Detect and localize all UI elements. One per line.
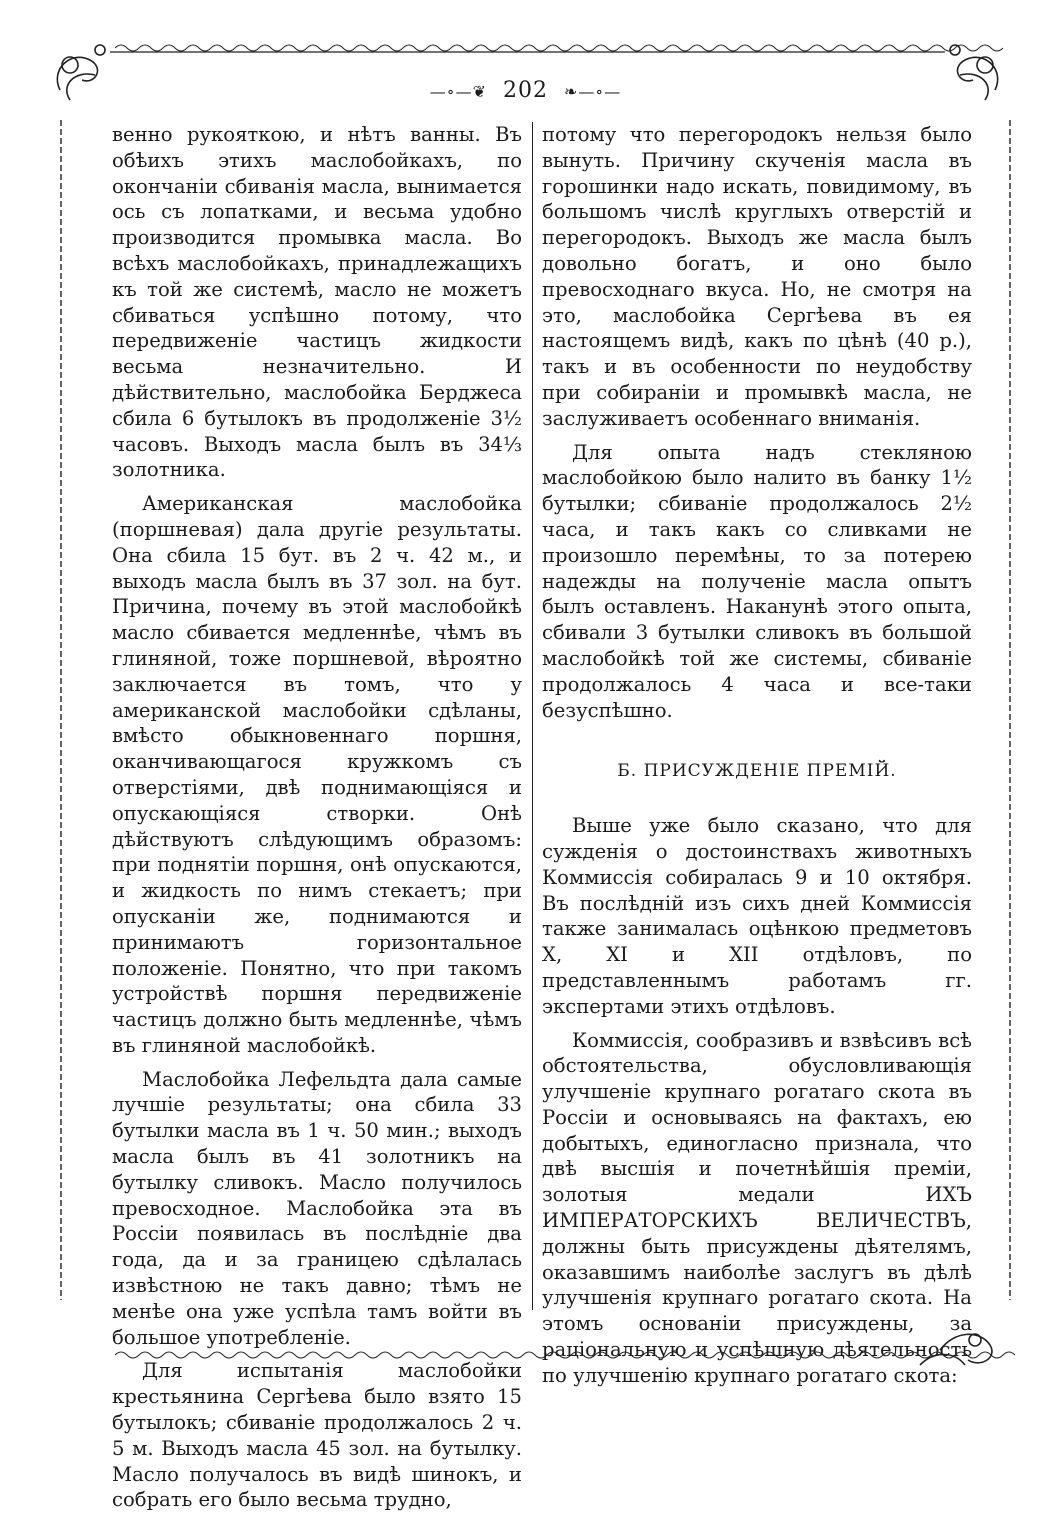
left-flourish-icon: —∘—❦ — [429, 82, 487, 101]
right-flourish-icon: ❧—∘— — [564, 82, 622, 101]
right-paragraph-3: Выше уже было сказано, что для сужденія о достоинствахъ животныхъ Коммиссія собиралась 9 и 10 октября. Въ послѣдній изъ сихъ дней Коммиссія также занималась оцѣнкою предметовъ X, XI и XII отдѣловъ, по представленнымъ работамъ гг. экспертами этихъ отдѣловъ. — [542, 814, 972, 1018]
bottom-ornamental-border — [40, 1310, 1015, 1380]
right-ornamental-border — [1003, 120, 1017, 1300]
right-paragraph-1: потому что перегородокъ нельзя было вынуть. Причину скученія масла въ горошинки надо искать, повидимому, въ большомъ числѣ круглыхъ отверстій и перегородокъ. Выходъ же масла былъ довольно богатъ, и оно было превосходнаго вкуса. Но, не смотря на это, маслобойка Сергѣева въ ея настоящемъ видѣ, какъ по цѣнѣ (40 р.), такъ и въ особенности по неудобству при собираніи и промывкѣ масла, не заслуживаетъ особеннаго вниманія. — [542, 123, 972, 430]
left-paragraph-3: Маслобойка Лефельдта дала самые лучшіе результаты; она сбила 33 бутылки масла въ 1 ч. 50 мин.; выходъ масла былъ въ 41 золотникъ на бутылку сливокъ. Масло получилось превосходное. Маслобойка эта въ Россіи появилась въ послѣдніе два года, да и за границею сдѣлалась извѣстною не такъ давно; тѣмъ не менѣе она уже успѣла тамъ войти въ большое употребленіе. — [112, 1067, 522, 1349]
left-paragraph-4: Для испытанія маслобойки крестьянина Сергѣева было взято 15 бутылокъ; сбиваніе продолжалось 2 ч. 5 м. Выходъ масла 45 зол. на бутылку. Масло получалось въ видѣ шинокъ, и собрать его было весьма трудно, — [112, 1359, 522, 1512]
right-column — [542, 122, 972, 1389]
left-ornamental-border — [54, 120, 68, 1300]
left-paragraph-2: Американская маслобойка (поршневая) дала другіе результаты. Она сбила 15 бут. въ 2 ч. 42 м., и выходъ масла былъ въ 37 зол. на бут. Причина, почему въ этой маслобойкѣ масло сбивается медленнѣе, чѣмъ въ глиняной, тоже поршневой, вѣроятно заключается въ томъ, что у американской маслобойки сдѣланы, вмѣсто обыкновеннаго поршня, оканчивающагося кружкомъ съ отверстіями, двѣ поднимающіяся и опускающіяся створки. Онѣ дѣйствуютъ слѣдующимъ образомъ: при поднятіи поршня, онѣ опускаются, и жидкость по нимъ стекаетъ; при опусканіи же, поднимаются и принимаютъ горизонтальное положеніе. Понятно, что при такомъ устройствѣ поршня передвиженіе частицъ должно быть медленнѣе, чѣмъ въ глиняной маслобойкѣ. — [112, 492, 522, 1057]
right-paragraph-2: Для опыта надъ стекляною маслобойкою было налито въ банку 1½ бутылки; сбиваніе продолжалось 2½ часа, и такъ какъ со сливками не произошло перемѣны, то за потерею надежды на полученіе масла опытъ былъ оставленъ. Наканунѣ этого опыта, сбивали 3 бутылки сливокъ въ большой маслобойкѣ той же системы, сбиваніе продолжалось 4 часа и все-таки безуспѣшно. — [542, 440, 972, 722]
left-column — [112, 122, 522, 1513]
left-paragraph-1: венно рукояткою, и нѣтъ ванны. Въ обѣихъ этихъ маслобойкахъ, по окончаніи сбиванія масла, вынимается ось съ лопатками, и весьма удобно производится промывка масла. Во всѣхъ маслобойкахъ, принадлежащихъ къ той же системѣ, масло не можетъ сбиваться успѣшно потому, что передвиженіе частицъ жидкости весьма незначительно. И дѣйствительно, маслобойка Берджеса сбила 6 бутылокъ въ продолженіе 3½ часовъ. Выходъ масла былъ въ 34⅓ золотника. — [112, 123, 522, 482]
page-number-header — [0, 78, 1051, 103]
right-paragraph-4: Коммиссія, сообразивъ и взвѣсивъ всѣ обстоятельства, обусловливающія улучшеніе крупнаго рогатаго скота въ Россіи и основываясь на фактахъ, ею добытыхъ, единогласно признала, что двѣ высшія и почетнѣйшія преміи, золотыя медали ИХЪ ИМПЕРАТОРСКИХЪ ВЕЛИЧЕСТВЪ, должны быть присуждены дѣятелямъ, оказавшимъ наиболѣе заслугъ въ дѣлѣ улучшенія крупнаго рогатаго скота. На этомъ основаніи присуждены, за раціональную и успѣшную дѣятельность по улучшенію крупнаго рогатаго скота: — [542, 1028, 972, 1387]
section-heading: Б. ПРИСУЖДЕНІЕ ПРЕМІЙ. — [617, 761, 897, 782]
page-number: 202 — [503, 78, 548, 103]
column-divider — [532, 122, 533, 1310]
